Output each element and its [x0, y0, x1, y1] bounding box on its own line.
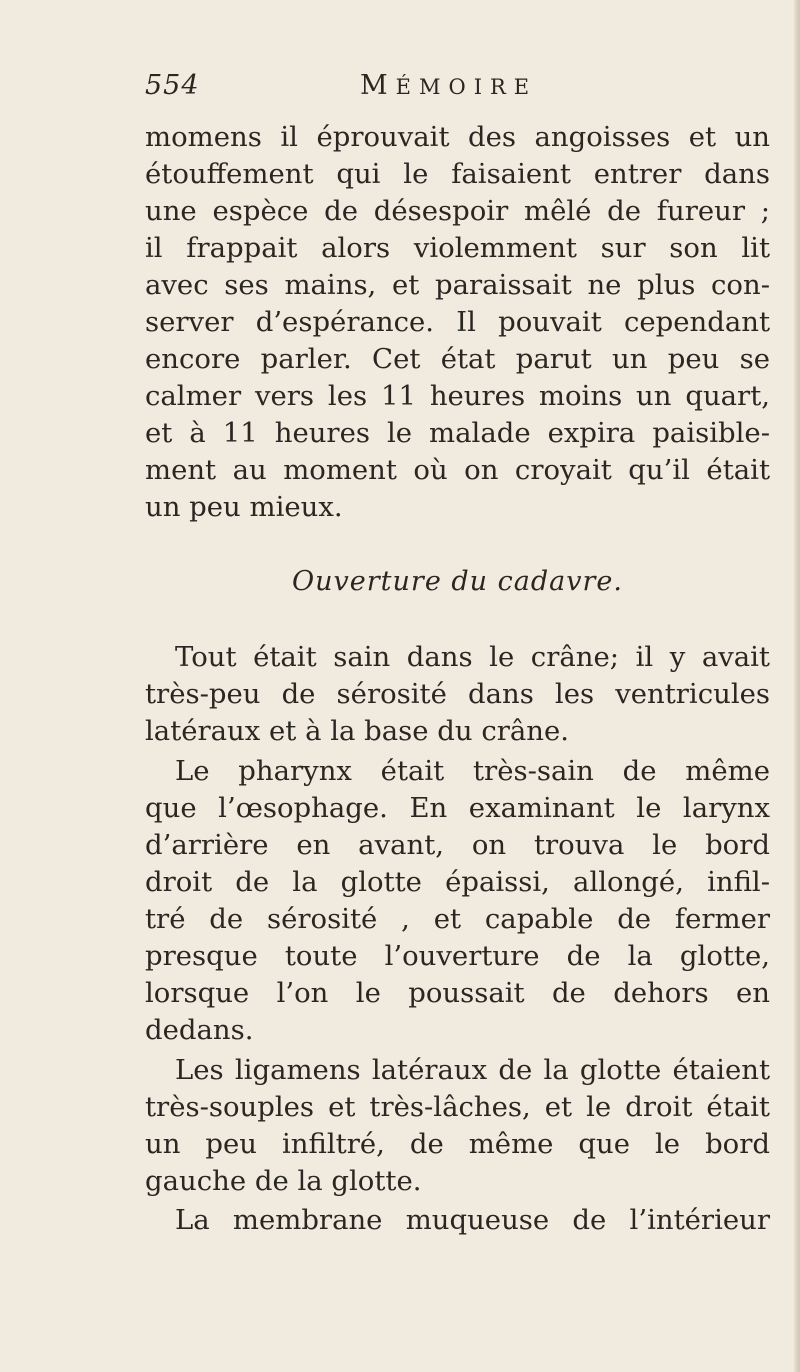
- text-line: dedans.: [145, 1014, 254, 1046]
- text-line: étouffement qui le faisaient entrer dans: [145, 158, 770, 190]
- running-title: [360, 70, 537, 101]
- text-line: et à 11 heures le malade expira paisible-: [145, 417, 770, 449]
- section-heading: Ouverture du cadavre.: [292, 566, 623, 597]
- text-line: une espèce de désespoir mêlé de fureur ;: [145, 195, 770, 227]
- text-line: ment au moment où on croyait qu’il était: [145, 454, 770, 486]
- text-line: d’arrière en avant, on trouva le bord: [145, 829, 770, 861]
- text-line: droit de la glotte épaissi, allongé, infil-: [145, 866, 770, 898]
- text-line: latéraux et à la base du crâne.: [145, 715, 570, 747]
- text-line: La membrane muqueuse de l’intérieur: [175, 1204, 770, 1236]
- text-line: Tout était sain dans le crâne; il y avait: [175, 641, 770, 673]
- text-line: momens il éprouvait des angoisses et un: [145, 121, 770, 153]
- text-line: server d’espérance. Il pouvait cependant: [145, 306, 770, 338]
- page-edge: [794, 0, 800, 1372]
- running-title-initial: M: [360, 70, 396, 101]
- page-header: [145, 70, 785, 110]
- text-line: un peu mieux.: [145, 491, 343, 523]
- text-line: gauche de la glotte.: [145, 1165, 422, 1197]
- text-line: que l’œsophage. En examinant le larynx: [145, 792, 770, 824]
- text-line: il frappait alors violemment sur son lit: [145, 232, 770, 264]
- text-line: lorsque l’on le poussait de dehors en: [145, 977, 770, 1009]
- text-line: encore parler. Cet état parut un peu se: [145, 343, 770, 375]
- text-line: Les ligamens latéraux de la glotte étaient: [175, 1054, 770, 1086]
- text-line: Le pharynx était très-sain de même: [175, 755, 770, 787]
- text-line: tré de sérosité , et capable de fermer: [145, 903, 770, 935]
- text-line: très-peu de sérosité dans les ventricules: [145, 678, 770, 710]
- text-line: calmer vers les 11 heures moins un quart,: [145, 380, 770, 412]
- running-title-rest: ÉMOIRE: [395, 75, 538, 99]
- page-number: 554: [145, 70, 200, 101]
- text-line: presque toute l’ouverture de la glotte,: [145, 940, 770, 972]
- text-line: très-souples et très-lâches, et le droit était: [145, 1091, 770, 1123]
- text-line: avec ses mains, et paraissait ne plus con-: [145, 269, 770, 301]
- text-line: un peu infiltré, de même que le bord: [145, 1128, 770, 1160]
